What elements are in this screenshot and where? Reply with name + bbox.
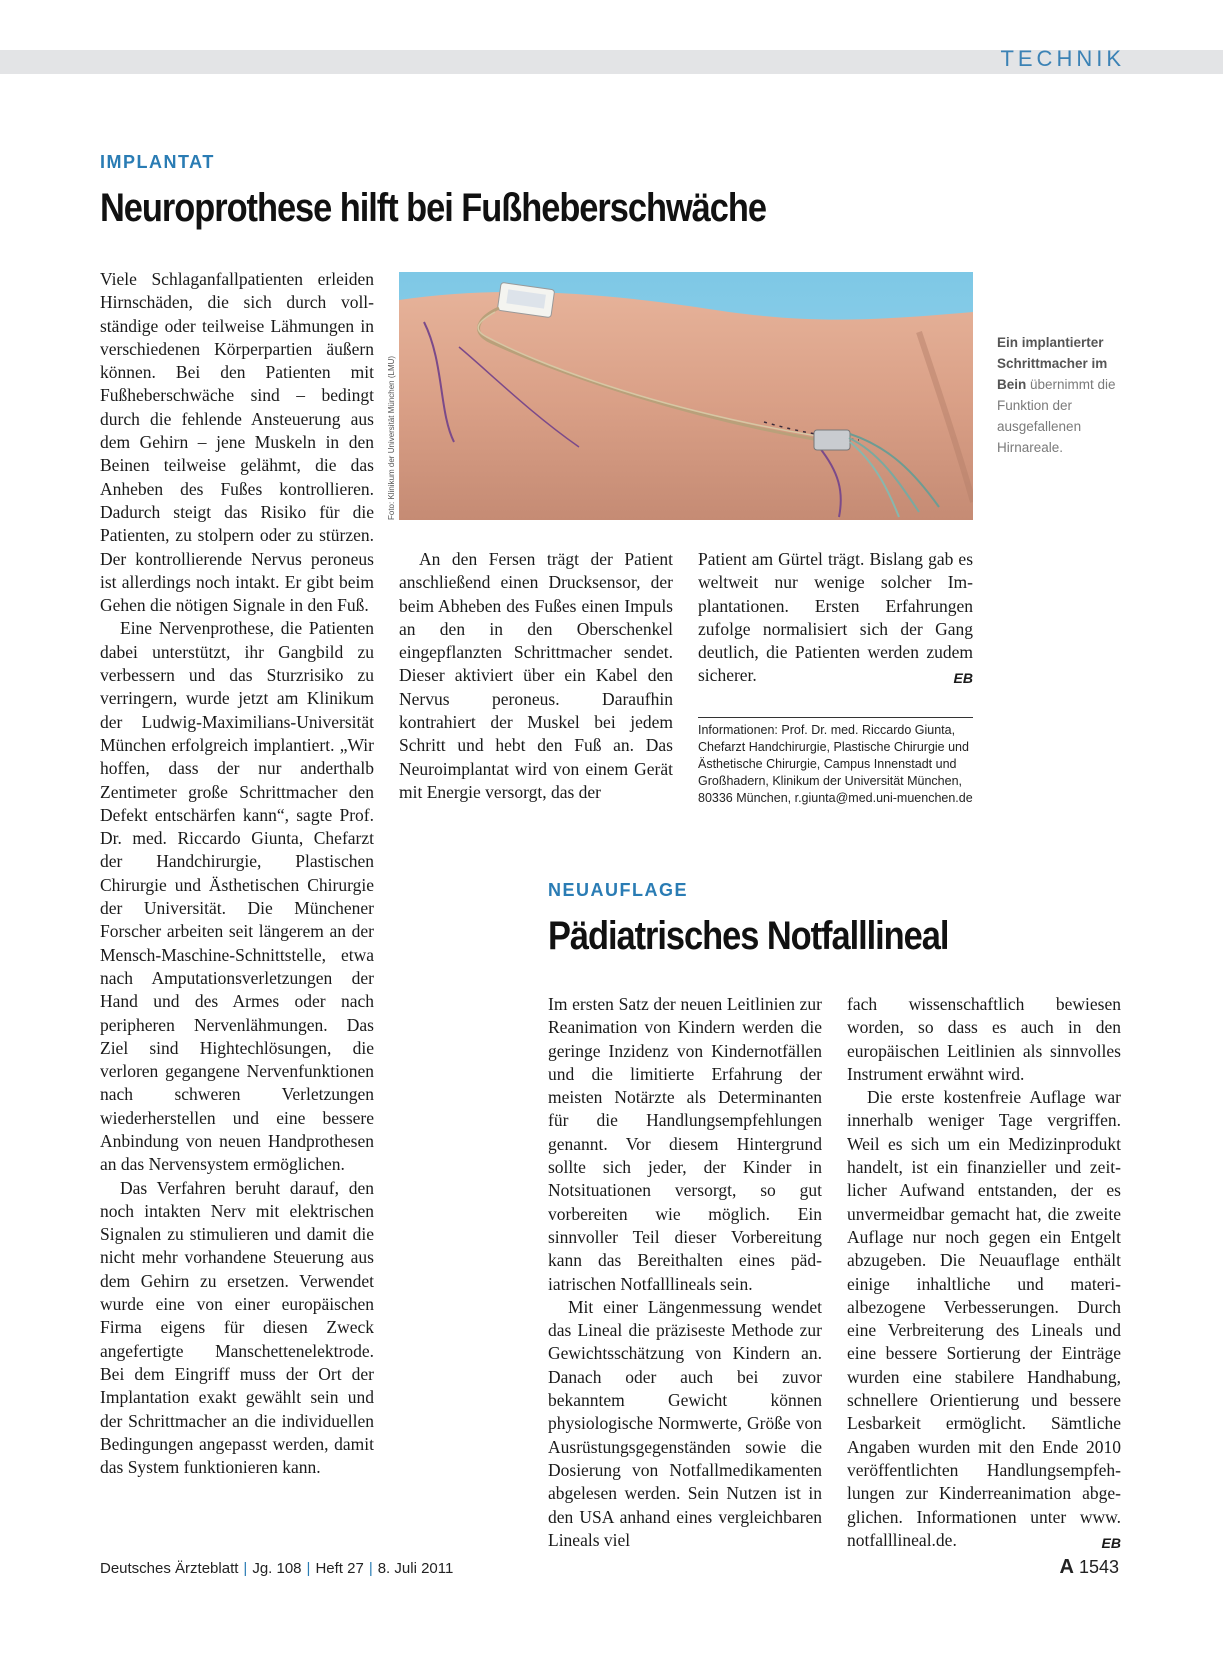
info-line: 80336 München, r.giunta@med.uni-muenchen.de [698, 791, 973, 805]
footer-separator: | [243, 1560, 248, 1577]
section-label: TECHNIK [1000, 46, 1125, 71]
article2-paragraph [847, 1086, 1121, 1552]
issue: Heft 27 [315, 1560, 364, 1577]
article2-column-2 [847, 993, 1121, 1555]
page-number [1059, 1556, 1119, 1579]
photo-credit: Foto: Klinikum der Universität München (LMU) [387, 355, 396, 520]
article1-paragraph: Eine Nervenprothese, die Patienten dabei unterstützt, ihr Gangbild zu verbessern und das Sturzrisiko zu verringern, wurde jetzt am Klinikum der Ludwig-Maximilians-Universität München erfolgreich implantiert. „Wir hoffen, dass der nur anderthalb Zentimeter große Schrittmacher den Defekt entschärfen kann“, sagte Prof. Dr. med. Riccardo Giunta, Chefarzt der Handchirurgie, Plastischen Chirurgie und Ästhetischen Chirurgie der Universität. Die Münchener Forscher arbeiten seit längerem an der Mensch-Maschine-Schnittstelle, etwa nach Amputationsverletzungen der Hand und des Armes oder nach peripheren Nervenlähmungen. Das Ziel sind Hightechlösungen, die verloren gegangene Nervenfunktionen nach schweren Verletzungen wiederherstellen und eine bessere Anbindung von neuen Handprothesen an das Nervensystem ermöglichen. [100, 618, 374, 1175]
caption-bold: Ein implantierter Schrittmacher im Bein [997, 335, 1108, 392]
article2-signature: EB [1101, 1534, 1121, 1551]
article1-paragraph: An den Fersen trägt der Patient anschließend einen Drucksensor, der beim Abheben des Fußes einen Impuls an den in den Oberschenkel eingepflanzten Schrittmacher sendet. Dieser aktiviert über ein Kabel den Nervus peroneus. Daraufhin kontrahiert der Muskel bei jedem Schritt und hebt den Fuß an. Das Neuroimplantat wird von einem Gerät mit Energie versorgt, das der [399, 549, 673, 802]
photo-caption [997, 332, 1137, 458]
article2-column-1 [548, 993, 822, 1552]
article2-paragraph-text: Die erste kostenfreie Auflage war innerhalb weniger Tage vergriffen. Weil es sich um ein Medizinprodukt handelt, ist ein finanzieller und zeitlicher Aufwand entstanden, der es unvermeidbar gemacht hat, die zweite Auflage nur noch gegen ein Entgelt abzugeben. Die Neuauflage enthält einige inhaltliche und materialbezogene Verbesserungen. Durch eine Verbreiterung des Lineals und eine bessere Sortierung der Einträge wurden eine stabilere Handhabung, schnellere Orientierung und bessere Lesbarkeit ermöglicht. Sämtliche Angaben wurden mit den Ende 2010 veröffentlichten Handlungsempfehlungen zur Kinderreanimation abgeglichen. Informationen unter www. notfalllineal.de. [847, 1087, 1121, 1550]
article1-paragraph-text: Patient am Gürtel trägt. Bislang gab es weltweit nur wenige solcher Implantationen. Ersten Erfahrungen zufolge normalisiert sich der Gang deutlich, die Patienten werden zudem sicherer. [698, 549, 973, 686]
info-divider [698, 717, 973, 718]
leg-implant-illustration [399, 272, 973, 520]
info-line: Großhadern, Klinikum der Universität München, [698, 774, 963, 788]
info-line: Informationen: Prof. Dr. med. Riccardo Giunta, [698, 723, 956, 737]
info-line: Ästhetische Chirurgie, Campus Innenstadt und [698, 757, 957, 771]
caption-text: übernimmt die Funktion der ausgefallenen Hirnareale. [997, 377, 1116, 455]
article1-column-3 [698, 548, 973, 691]
article1-column-2 [399, 548, 673, 804]
article2-paragraph: fach wissenschaftlich bewiesen worden, so dass es auch in den europäischen Leitlinien als sinnvolles Instrument erwähnt wird. [847, 994, 1121, 1084]
article1-kicker: IMPLANTAT [100, 152, 215, 172]
page-number-value: 1543 [1078, 1557, 1119, 1577]
article2-paragraph: Mit einer Längenmessung wendet das Lineal die präziseste Methode zur Gewichtsschätzung von Kindern an. Danach oder auch bei zuvor bekanntem Gewicht können physiologische Normwerte, Größe von Ausrüstungsgegenständen sowie die Dosierung von Notfallmedikamenten abgelesen werden. Sein Nutzen ist in den USA anhand eines vergleichbaren Lineals viel [548, 1296, 822, 1550]
footer-separator: | [368, 1560, 373, 1577]
article1-paragraph [698, 548, 973, 688]
article1-paragraph: Das Verfahren beruht darauf, den noch intakten Nerv mit elektrischen Signalen zu stimulieren und damit die nicht mehr vorhandene Steuerung aus dem Gehirn zu ersetzen. Verwendet wurde eine von einer europäischen Firma eigens für diesen Zweck angefertigte Manschettenelektrode. Bei dem Eingriff muss der Ort der Implantation exakt gewählt sein und der Schrittmacher an die individuellen Bedingungen angepasst werden, damit das System funktionieren kann. [100, 1177, 374, 1478]
info-line: Chefarzt Handchirurgie, Plastische Chirurgie und [698, 740, 969, 754]
date: 8. Juli 2011 [377, 1560, 454, 1577]
article1-signature: EB [953, 670, 973, 687]
implant-photo [399, 272, 973, 520]
article2-kicker: NEUAUFLAGE [548, 880, 688, 900]
info-box [698, 722, 988, 807]
article1-column-1 [100, 268, 374, 1479]
article1-headline: Neuroprothese hilft bei Fußheberschwäche [100, 186, 766, 230]
article1-paragraph: Viele Schlaganfallpatienten erleiden Hirnschäden, die sich durch vollständige oder teilweise Lähmungen in verschiedenen Körperpartien äußern können. Bei den Patienten mit Fußheberschwäche sind – bedingt durch die fehlende Ansteuerung aus dem Gehirn – jene Muskeln in den Beinen teilweise gelähmt, die das Anheben des Fußes kontrollieren. Dadurch steigt das Risiko für die Patienten, zu stolpern oder zu stürzen. Der kontrollierende Nervus peroneus ist allerdings noch intakt. Er gibt beim Gehen die nötigen Signale in den Fuß. [100, 269, 374, 616]
article2-headline: Pädiatrisches Notfalllineal [548, 914, 949, 958]
page-footer [100, 1560, 1120, 1577]
page-prefix: A [1059, 1556, 1074, 1578]
journal-name: Deutsches Ärzteblatt [100, 1560, 239, 1577]
article2-paragraph: Im ersten Satz der neuen Leitlinien zur Reanimation von Kindern werden die geringe Inzidenz von Kindernotfällen und die limitierte Erfahrung der meisten Notärzte als Determinanten für die Handlungsempfehlungen genannt. Vor diesem Hintergrund sollte sich jeder, der Kinder in Notsituationen versorgt, so gut vorbereiten wie möglich. Ein sinnvoller Teil dieser Vorbereitung kann das Bereithalten eines pädiatrischen Notfalllineals sein. [548, 994, 822, 1294]
footer-separator: | [306, 1560, 311, 1577]
volume: Jg. 108 [252, 1560, 302, 1577]
